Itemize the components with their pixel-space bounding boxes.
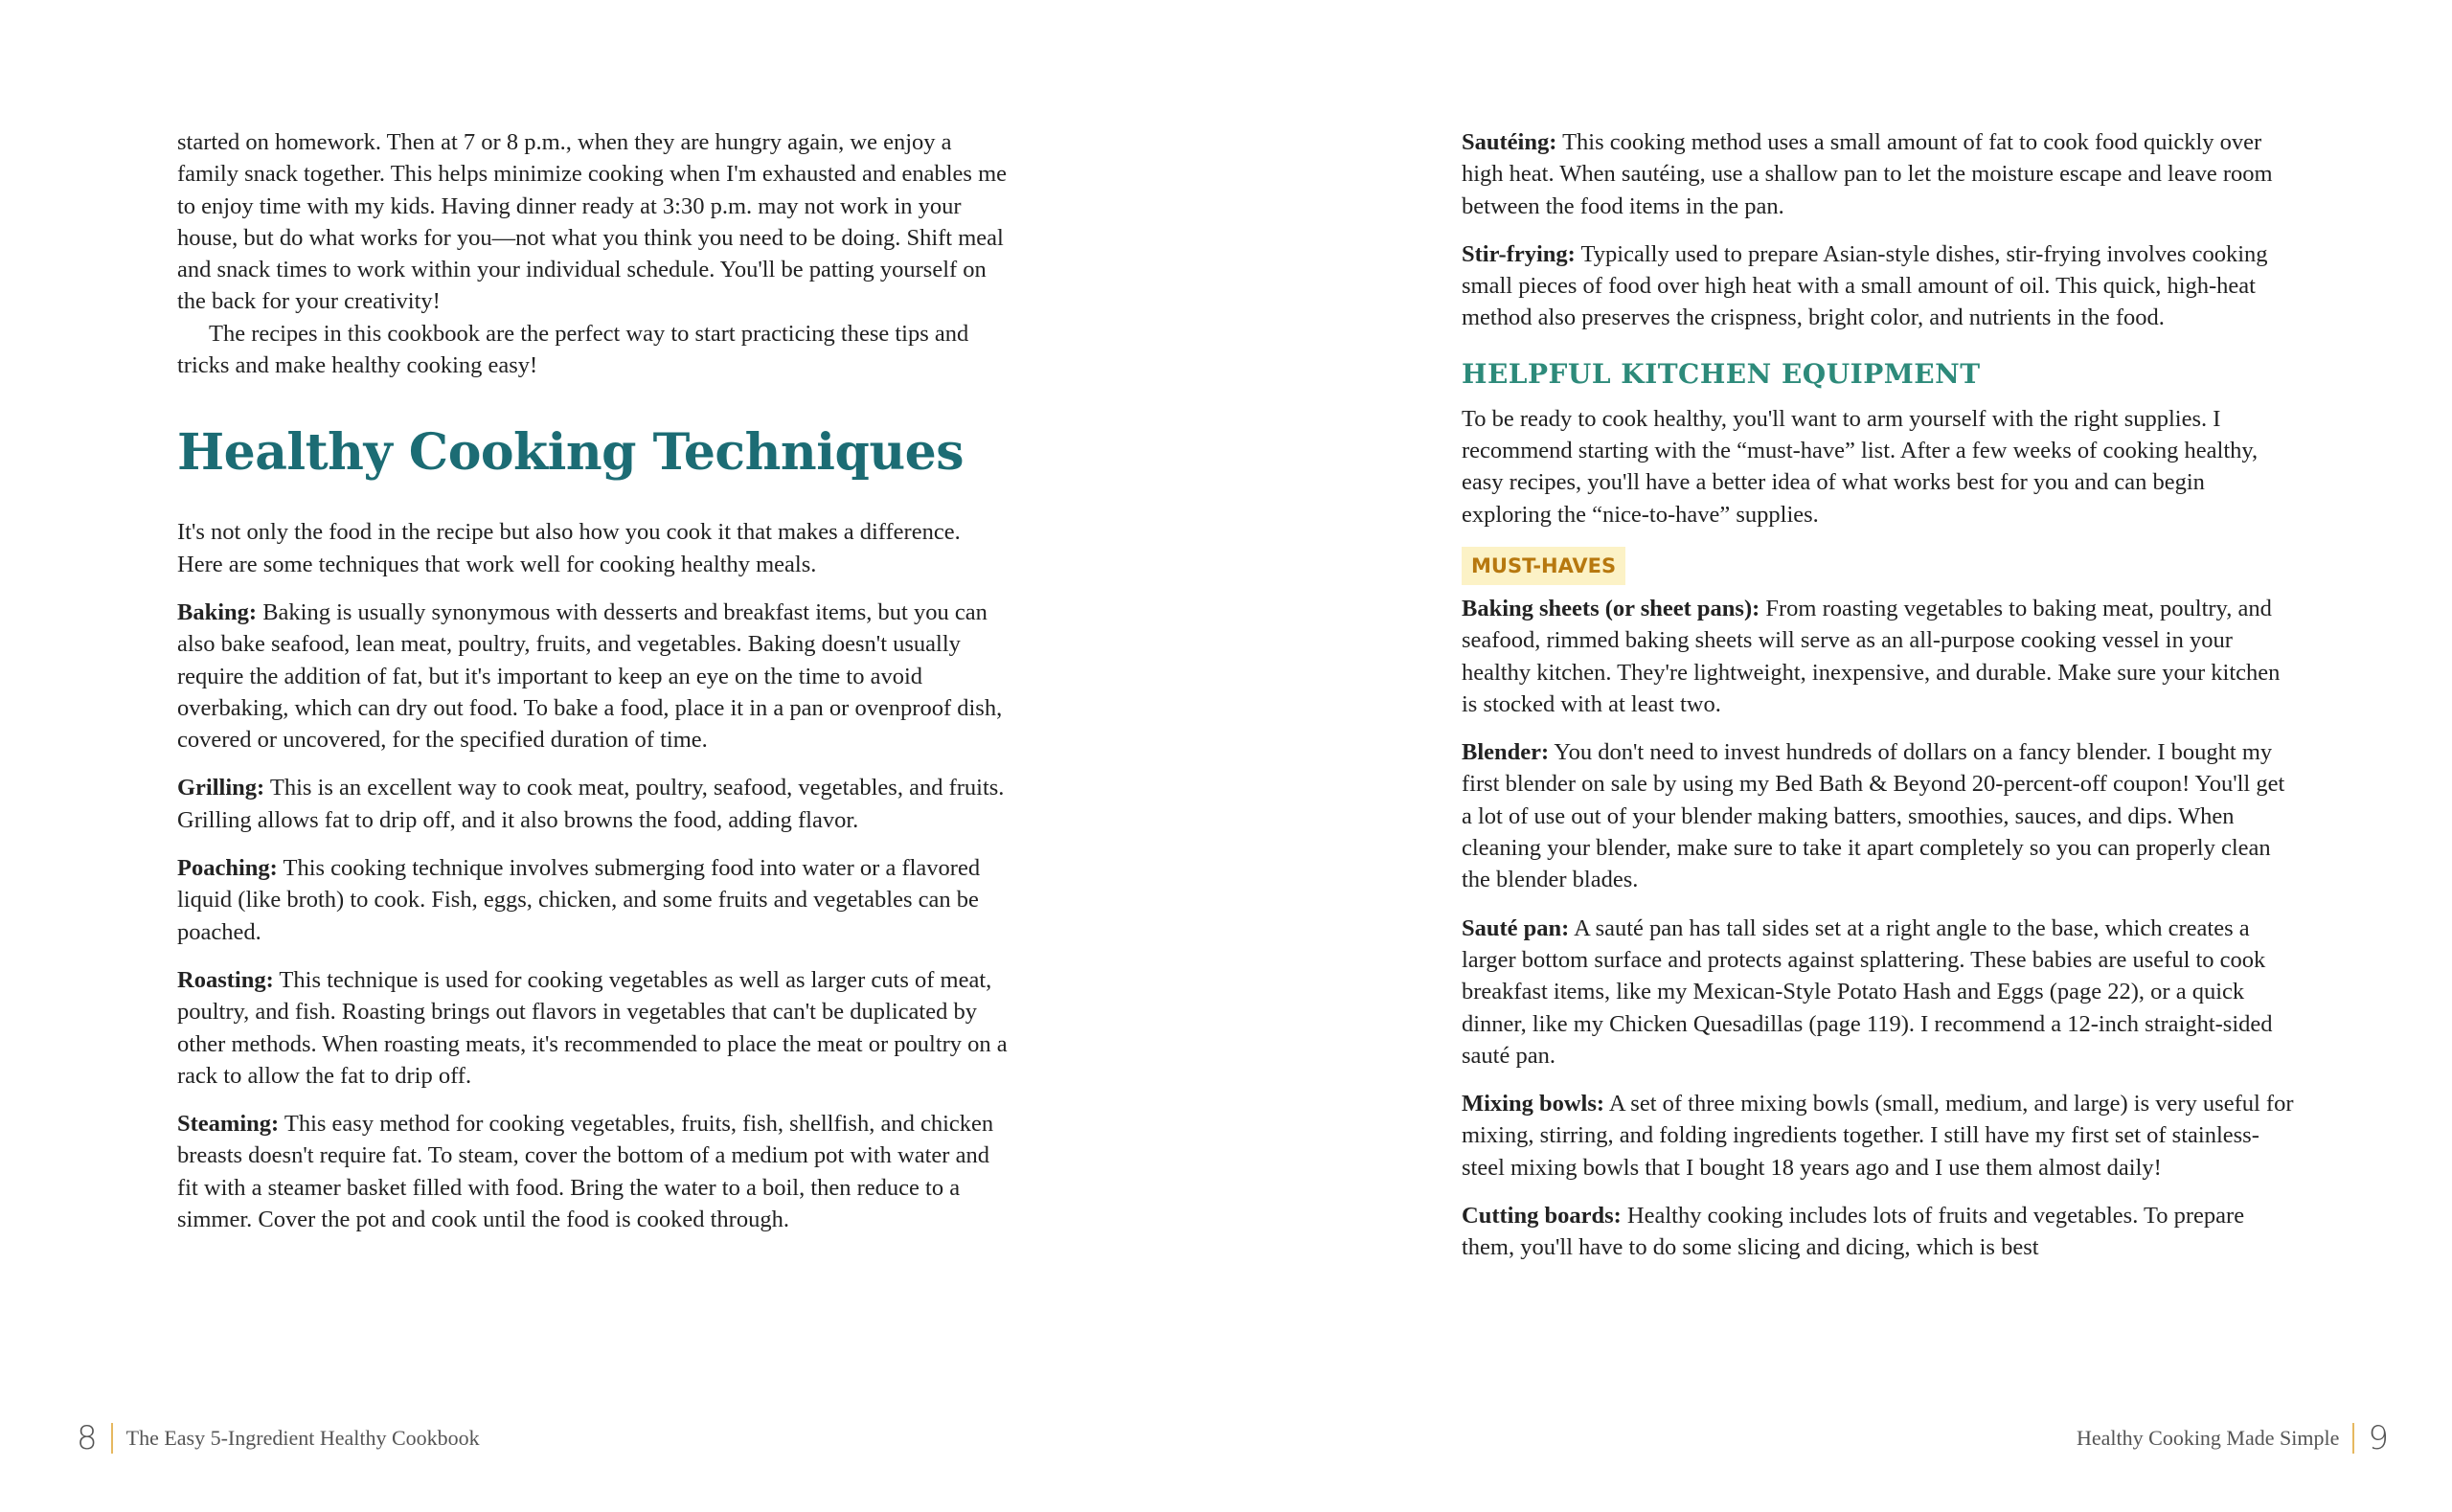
technique-roasting bbox=[177, 964, 1010, 1092]
description: Baking is usually synonymous with desserts and breakfast items, but you can also bake seafood, lean meat, poultry, fruits, and vegetables. Baking doesn't usually require the addition of fat, but it's important to keep an eye on the time to avoid overbaking, which can dry out food. To bake a food, place it in a pan or ovenproof dish, covered or uncovered, for the specified duration of time. bbox=[177, 598, 1003, 754]
term: Grilling: bbox=[177, 775, 265, 801]
chapter-title: Healthy Cooking Made Simple bbox=[2077, 1426, 2340, 1450]
description: This technique is used for cooking vegetables as well as larger cuts of meat, poultry, and fish. Roasting brings out flavors in vegetables that can't be duplicated by other methods. When roasting meats, it's recommended to place the meat or poultry on a rack to allow the fat to drip off. bbox=[177, 966, 1008, 1089]
must-haves-badge: MUST-HAVES bbox=[1462, 547, 1625, 585]
description: Typically used to prepare Asian-style dishes, stir-frying involves cooking small pieces of food over high heat with a small amount of oil. This quick, high-heat method also preserves the crispness, bright color, and nutrients in the food. bbox=[1462, 240, 2268, 331]
equipment-baking-sheets bbox=[1462, 593, 2295, 720]
term: Steaming: bbox=[177, 1111, 280, 1138]
description: This is an excellent way to cook meat, poultry, seafood, vegetables, and fruits. Grilling allows fat to drip off, and it also browns the food, adding flavor. bbox=[177, 775, 1005, 833]
intro-paragraph: started on homework. Then at 7 or 8 p.m., when they are hungry again, we enjoy a family snack together. This helps minimize cooking when I'm exhausted and enables me to enjoy time with my kids. Having dinner ready at 3:30 p.m. may not work in your house, but do what works for you—not what you think you need to be doing. Shift meal and snack times to work within your individual schedule. You'll be patting yourself on the back for your creativity! bbox=[177, 129, 1008, 315]
lead-paragraph: To be ready to cook healthy, you'll want to arm yourself with the right supplies. I recommend starting with the “must-have” list. After a few weeks of cooking healthy, easy recipes, you'll have a better idea of what works best for you and can begin exploring the “nice-to-have” supplies. bbox=[1462, 405, 2259, 528]
subsection-heading: HELPFUL KITCHEN EQUIPMENT bbox=[1462, 357, 1981, 390]
technique-poaching bbox=[177, 852, 1010, 948]
description: Healthy cooking includes lots of fruits and vegetables. To prepare them, you'll have to do some slicing and dicing, which is best bbox=[1462, 1203, 2245, 1261]
technique-baking bbox=[177, 597, 1010, 756]
book-title: The Easy 5-Ingredient Healthy Cookbook bbox=[125, 1426, 480, 1450]
term: Sautéing: bbox=[1462, 129, 1557, 155]
equipment-cutting-boards bbox=[1462, 1200, 2295, 1264]
description: This cooking method uses a small amount of fat to cook food quickly over high heat. When sautéing, use a shallow pan to let the moisture escape and leave room between the food items in the pan. bbox=[1462, 129, 2273, 219]
term: Baking sheets (or sheet pans): bbox=[1462, 595, 1760, 621]
term: Stir-frying: bbox=[1462, 240, 1576, 267]
term: Blender: bbox=[1462, 739, 1550, 766]
term: Cutting boards: bbox=[1462, 1203, 1622, 1230]
lead-paragraph: It's not only the food in the recipe but also how you cook it that makes a difference. Here are some techniques that work well for cooking healthy meals. bbox=[177, 519, 961, 577]
intro-paragraph: The recipes in this cookbook are the perfect way to start practicing these tips and tricks and make healthy cooking easy! bbox=[177, 320, 969, 379]
description: A set of three mixing bowls (small, medium, and large) is very useful for mixing, stirring, and folding ingredients together. I still have my first set of stainless-steel mixing bowls that I bought 18 years ago and I use them almost daily! bbox=[1462, 1091, 2294, 1181]
footer-divider bbox=[111, 1423, 113, 1454]
technique-grilling bbox=[177, 772, 1010, 836]
technique-sauteing bbox=[1462, 126, 2295, 222]
description: This cooking technique involves submerging food into water or a flavored liquid (like broth) to cook. Fish, eggs, chicken, and some fruits and vegetables can be poached. bbox=[177, 855, 981, 945]
term: Sauté pan: bbox=[1462, 914, 1570, 941]
description: You don't need to invest hundreds of dollars on a fancy blender. I bought my first blender on sale by using my Bed Bath & Beyond 20-percent-off coupon! You'll get a lot of use out of your blender making batters, smoothies, sauces, and dips. When cleaning your blender, make sure to take it apart completely so you can properly clean the blender blades. bbox=[1462, 739, 2285, 893]
term: Mixing bowls: bbox=[1462, 1091, 1605, 1117]
term: Poaching: bbox=[177, 855, 278, 882]
equipment-blender bbox=[1462, 736, 2295, 895]
section-heading: Healthy Cooking Techniques bbox=[177, 423, 964, 483]
technique-stir-frying bbox=[1462, 238, 2295, 334]
term: Roasting: bbox=[177, 966, 274, 993]
footer-divider bbox=[2352, 1423, 2354, 1454]
term: Baking: bbox=[177, 598, 258, 625]
technique-steaming bbox=[177, 1108, 1010, 1235]
left-page-body bbox=[177, 126, 1010, 1252]
description: A sauté pan has tall sides set at a right angle to the base, which creates a larger bottom surface and protects against splattering. These babies are useful to cook breakfast items, like my Mexican-Style Potato Hash and Eggs (page 22), or a quick dinner, like my Chicken Quesadillas (page 119). I recommend a 12-inch straight-sided sauté pan. bbox=[1462, 914, 2273, 1069]
page-number: 8 bbox=[77, 1419, 98, 1457]
right-footer bbox=[2077, 1419, 2389, 1457]
page-number: 9 bbox=[2368, 1419, 2389, 1457]
equipment-saute-pan bbox=[1462, 913, 2295, 1072]
description: From roasting vegetables to baking meat, poultry, and seafood, rimmed baking sheets will serve as an all-purpose cooking vessel in your healthy kitchen. They're lightweight, inexpensive, and durable. Make sure your kitchen is stocked with at least two. bbox=[1462, 595, 2281, 717]
equipment-mixing-bowls bbox=[1462, 1088, 2295, 1184]
left-footer bbox=[77, 1419, 480, 1457]
description: This easy method for cooking vegetables, fruits, fish, shellfish, and chicken breasts doesn't require fat. To steam, cover the bottom of a medium pot with water and fit with a steamer basket filled with food. Bring the water to a boil, then reduce to a simmer. Cover the pot and cook until the food is cooked through. bbox=[177, 1111, 994, 1233]
right-page-body bbox=[1462, 126, 2295, 1280]
